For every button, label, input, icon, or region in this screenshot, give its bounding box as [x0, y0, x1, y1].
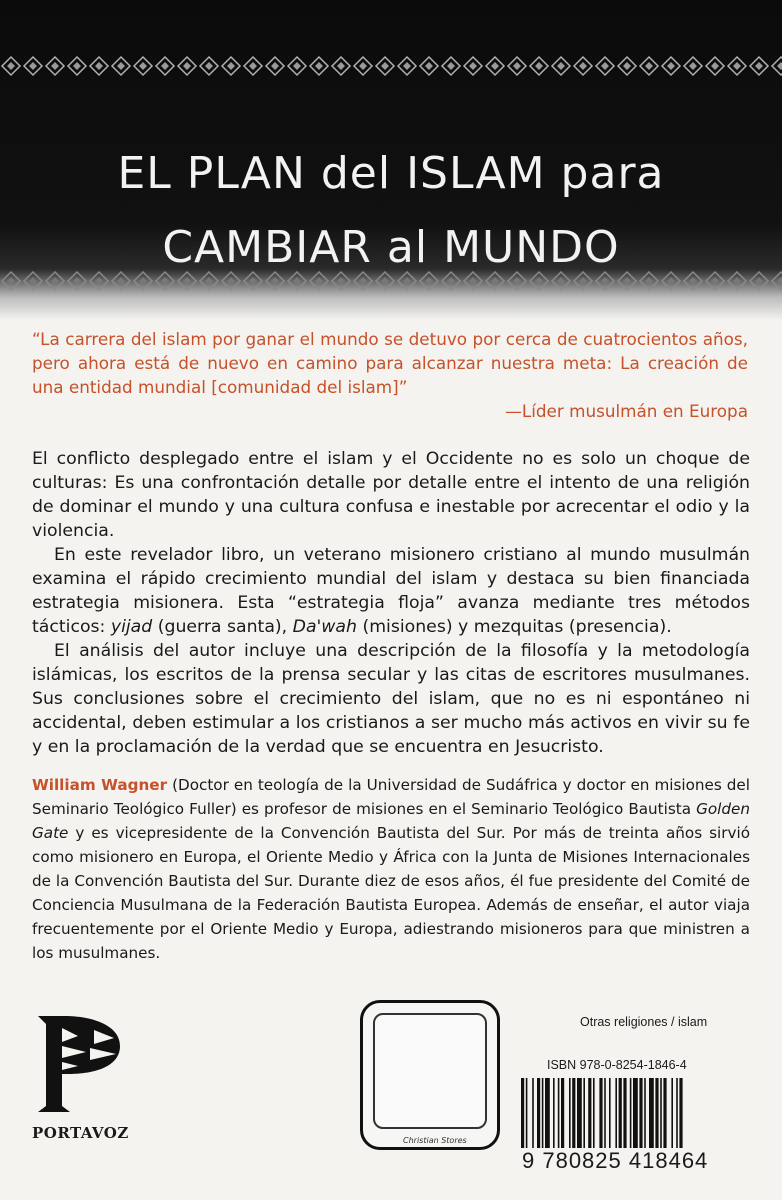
p2-text-a: En este revelador libro, un veterano misionero cristiano al mundo musulmán examina el rápido crecimiento mundial del islam y destaca su bien financiada estrategia misionera. Esta “estrategia floja” avanza mediante tres métodos tácticos: — [32, 545, 750, 637]
quote-text: “La carrera del islam por ganar el mundo se detuvo por cerca de cuatrocientos años, pero ahora está de nuevo en camino para alcanzar nuestra meta: La creación de una entidad mundial [comunidad del islam]” — [32, 329, 748, 397]
book-title-line-1: EL PLAN del ISLAM para — [117, 148, 665, 200]
description-paragraph-3: El análisis del autor incluye una descripción de la filosofía y la metodología islámicas, los escritos de la prensa secular y las citas de escritores musulmanes. Sus conclusiones sobre el crecimiento del islam, que no es ni espontáneo ni accidental, deben estimular a los cristianos a ser mucho más activos en vivir su fe y en la proclamación de la verdad que se encuentra en Jesucristo. — [32, 641, 750, 757]
epigraph-quote — [32, 327, 748, 423]
seminary-name: Golden Gate — [32, 800, 750, 842]
sticker-label: Christian Stores — [403, 1136, 467, 1145]
description-paragraph-2 — [32, 543, 750, 639]
barcode-digits: 9 780825 418464 — [522, 1148, 709, 1173]
p2-text-b: (guerra santa), — [152, 617, 293, 637]
quote-source: —Líder musulmán en Europa — [505, 401, 748, 421]
author-name: William Wagner — [32, 776, 168, 794]
p2-text-c: (misiones) y mezquitas (presencia). — [356, 617, 672, 637]
sticker-inner-frame — [373, 1013, 487, 1129]
term-yijad: yijad — [110, 617, 153, 637]
isbn-label: ISBN 978-0-8254-1846-4 — [547, 1058, 687, 1072]
description — [32, 447, 750, 759]
ornament-border-top — [0, 55, 782, 77]
author-bio — [32, 773, 750, 965]
term-dawah: Da'wah — [292, 617, 357, 637]
book-title-line-2: CAMBIAR al MUNDO — [162, 222, 620, 274]
description-paragraph-1: El conflicto desplegado entre el islam y el Occidente no es solo un choque de culturas: Es una confrontación detalle por detalle entre el intento de una religión de dominar el mundo y una cultura confusa e inestable por acrecentar el odio y la violencia. — [32, 449, 750, 541]
price-sticker — [360, 1000, 500, 1150]
publisher-logo-icon — [34, 1008, 124, 1118]
book-title — [0, 137, 782, 285]
author-bio-text-b: y es vicepresidente de la Convención Bautista del Sur. Por más de treinta años sirvió como misionero en Europa, el Oriente Medio y África con la Junta de Misiones Internacionales de la Convención Bautista del Sur. Durante diez de esos años, él fue presidente del Comité de Conciencia Musulmana de la Federación Bautista Europea. Además de enseñar, el autor viaja frecuentemente por el Oriente Medio y Europa, adiestrando misioneros para que ministren a los musulmanes. — [32, 824, 750, 962]
publisher-name: PORTAVOZ — [32, 1124, 129, 1142]
author-bio-text-a: (Doctor en teología de la Universidad de Sudáfrica y doctor en misiones del Seminario Teológico Fuller) es profesor de misiones en el Seminario Teológico Bautista — [32, 776, 750, 818]
book-category: Otras religiones / islam — [580, 1015, 708, 1029]
